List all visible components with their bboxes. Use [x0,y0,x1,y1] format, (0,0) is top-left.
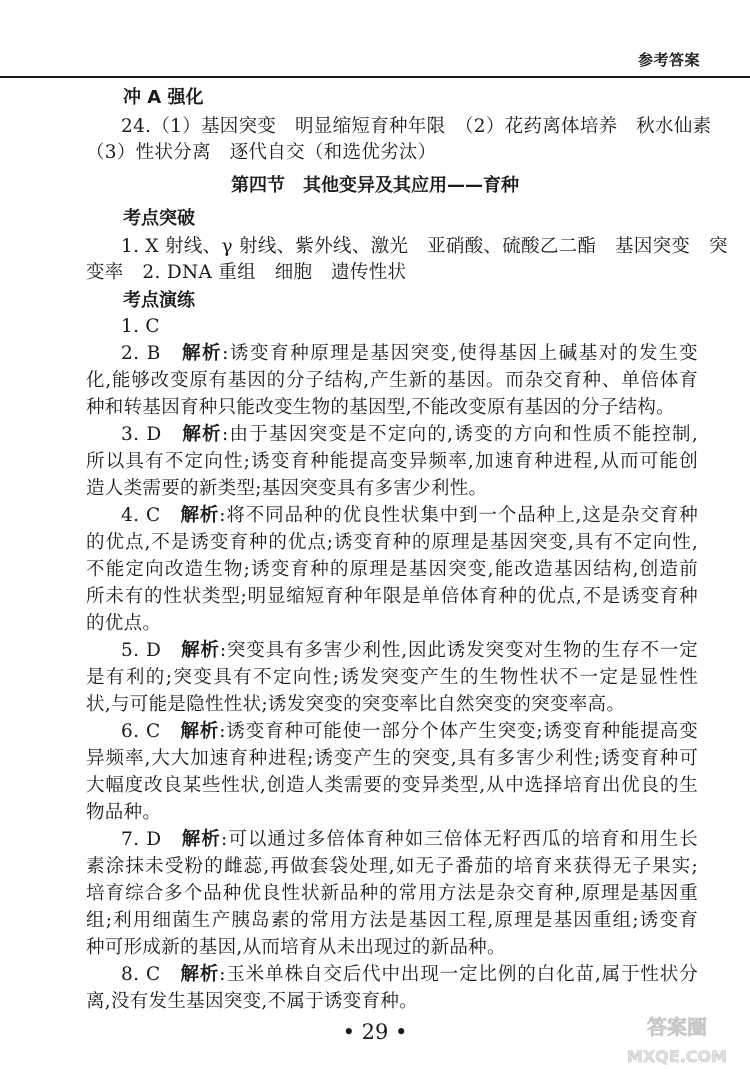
tupo-line-2: 变率 2. DNA 重组 细胞 遗传性状 [86,262,407,283]
answer-7-line-1 [121,829,698,851]
answer-text: :可以通过多倍体育种如三倍体无籽西瓜的培育和用生长 [221,829,698,850]
answer-5-line-1 [121,640,698,662]
analysis-label: 解析 [180,964,220,985]
answer-6-line-4: 物品种。 [86,802,162,823]
header-rule [0,76,750,78]
answer-2-line-1 [121,343,698,365]
tupo-line-1: 1. X 射线、γ 射线、紫外线、激光 亚硝酸、硫酸乙二酯 基因突变 突 [121,236,728,257]
kaodian-tupo-heading: 考点突破 [123,208,195,229]
section-title: 第四节 其他变异及其应用——育种 [231,175,519,196]
answer-text: :将不同品种的优良性状集中到一个品种上,这是杂交育种 [219,505,698,526]
running-header-title: 参考答案 [637,51,700,69]
q24-line-1: 24.（1）基因突变 明显缩短育种年限 （2）花药离体培养 秋水仙素 [121,116,712,137]
chong-a-heading: 冲 A 强化 [123,87,204,108]
q24-line-2: （3）性状分离 逐代自交（和选优劣汰） [86,142,437,163]
answer-text: :诱变育种可能使一部分个体产生突变;诱变育种能提高变 [219,721,698,742]
analysis-label: 解析 [181,343,223,364]
analysis-label: 解析 [180,505,220,526]
analysis-label: 解析 [181,829,221,850]
answer-8-line-2: 离,没有发生基因突变,不属于诱变育种。 [86,991,418,1012]
answer-4-line-2: 的优点,不是诱变育种的优点;诱变育种的原理是基因突变,具有不定向性, [86,532,698,553]
answer-1: 1. C [121,316,160,337]
answer-number: 7. D [121,829,182,850]
answer-2-line-2: 化,能够改变原有基因的分子结构,产生新的基因。而杂交育种、单倍体育 [86,370,698,391]
watermark-line-1: 答案圈 [647,1015,707,1039]
answer-7-line-5: 种可形成新的基因,从而培育从未出现过的新品种。 [86,937,506,958]
answer-number: 4. C [121,505,181,526]
analysis-label: 解析 [180,721,220,742]
answer-number: 3. D [121,424,183,445]
answer-6-line-3: 大幅度改良某些性状,创造人类需要的变异类型,从中选择培育出优良的生 [86,775,698,796]
answer-5-line-3: 状,与可能是隐性性状;诱发突变的突变率比自然突变的突变率高。 [86,694,626,715]
answer-text: :突变具有多害少利性,因此诱发突变对生物的生存不一定 [219,640,698,661]
answer-4-line-5: 的优点。 [86,613,162,634]
answer-2-line-3: 种和转基因育种只能改变生物的基因型,不能改变原有基因的分子结构。 [86,397,675,418]
answer-3-line-2: 所以具有不定向性;诱变育种能提高变异频率,加速育种进程,从而可能创 [86,451,698,472]
answer-6-line-1 [121,721,698,743]
answer-3-line-3: 造人类需要的新类型;基因突变具有多害少利性。 [86,478,488,499]
answer-5-line-2: 是有利的;突变具有不定向性;诱发突变产生的生物性状不一定是显性性 [86,667,698,688]
answer-number: 5. D [121,640,182,661]
analysis-label: 解析 [181,640,220,661]
answer-6-line-2: 异频率,大大加速育种进程;诱变产生的突变,具有多害少利性;诱变育种可 [86,748,698,769]
answer-number: 6. C [121,721,181,742]
answer-number: 8. C [121,964,181,985]
analysis-label: 解析 [182,424,222,445]
answer-7-line-2: 素涂抹未受粉的雌蕊,再做套袋处理,如无子番茄的培育来获得无子果实; [86,856,698,877]
answer-8-line-1 [121,964,698,986]
answer-text: :诱变育种原理是基因突变,使得基因上碱基对的发生变 [222,343,698,364]
kaodian-yanlian-heading: 考点演练 [123,290,195,311]
watermark-line-2: MXQE.COM [626,1047,728,1066]
answer-4-line-3: 不能定向改造生物;诱变育种的原理是基因突变,能改造基因结构,创造前 [86,559,698,580]
answer-text: :由于基因突变是不定向的,诱变的方向和性质不能控制, [221,424,698,445]
watermark-logo [618,1008,736,1072]
answer-4-line-4: 所未有的性状类型;明显缩短育种年限是单倍体育种的优点,不是诱变育种 [86,586,698,607]
answer-7-line-4: 组;利用细菌生产胰岛素的常用方法是基因工程,原理是基因重组;诱变育 [86,910,698,931]
page-number: • 29 • [342,1020,408,1044]
answer-4-line-1 [121,505,698,527]
answer-text: :玉米单株自交后代中出现一定比例的白化苗,属于性状分 [219,964,698,985]
answer-7-line-3: 培育综合多个品种优良性状新品种的常用方法是杂交育种,原理是基因重 [86,883,698,904]
answer-3-line-1 [121,424,698,446]
answer-number: 2. B [121,343,182,364]
